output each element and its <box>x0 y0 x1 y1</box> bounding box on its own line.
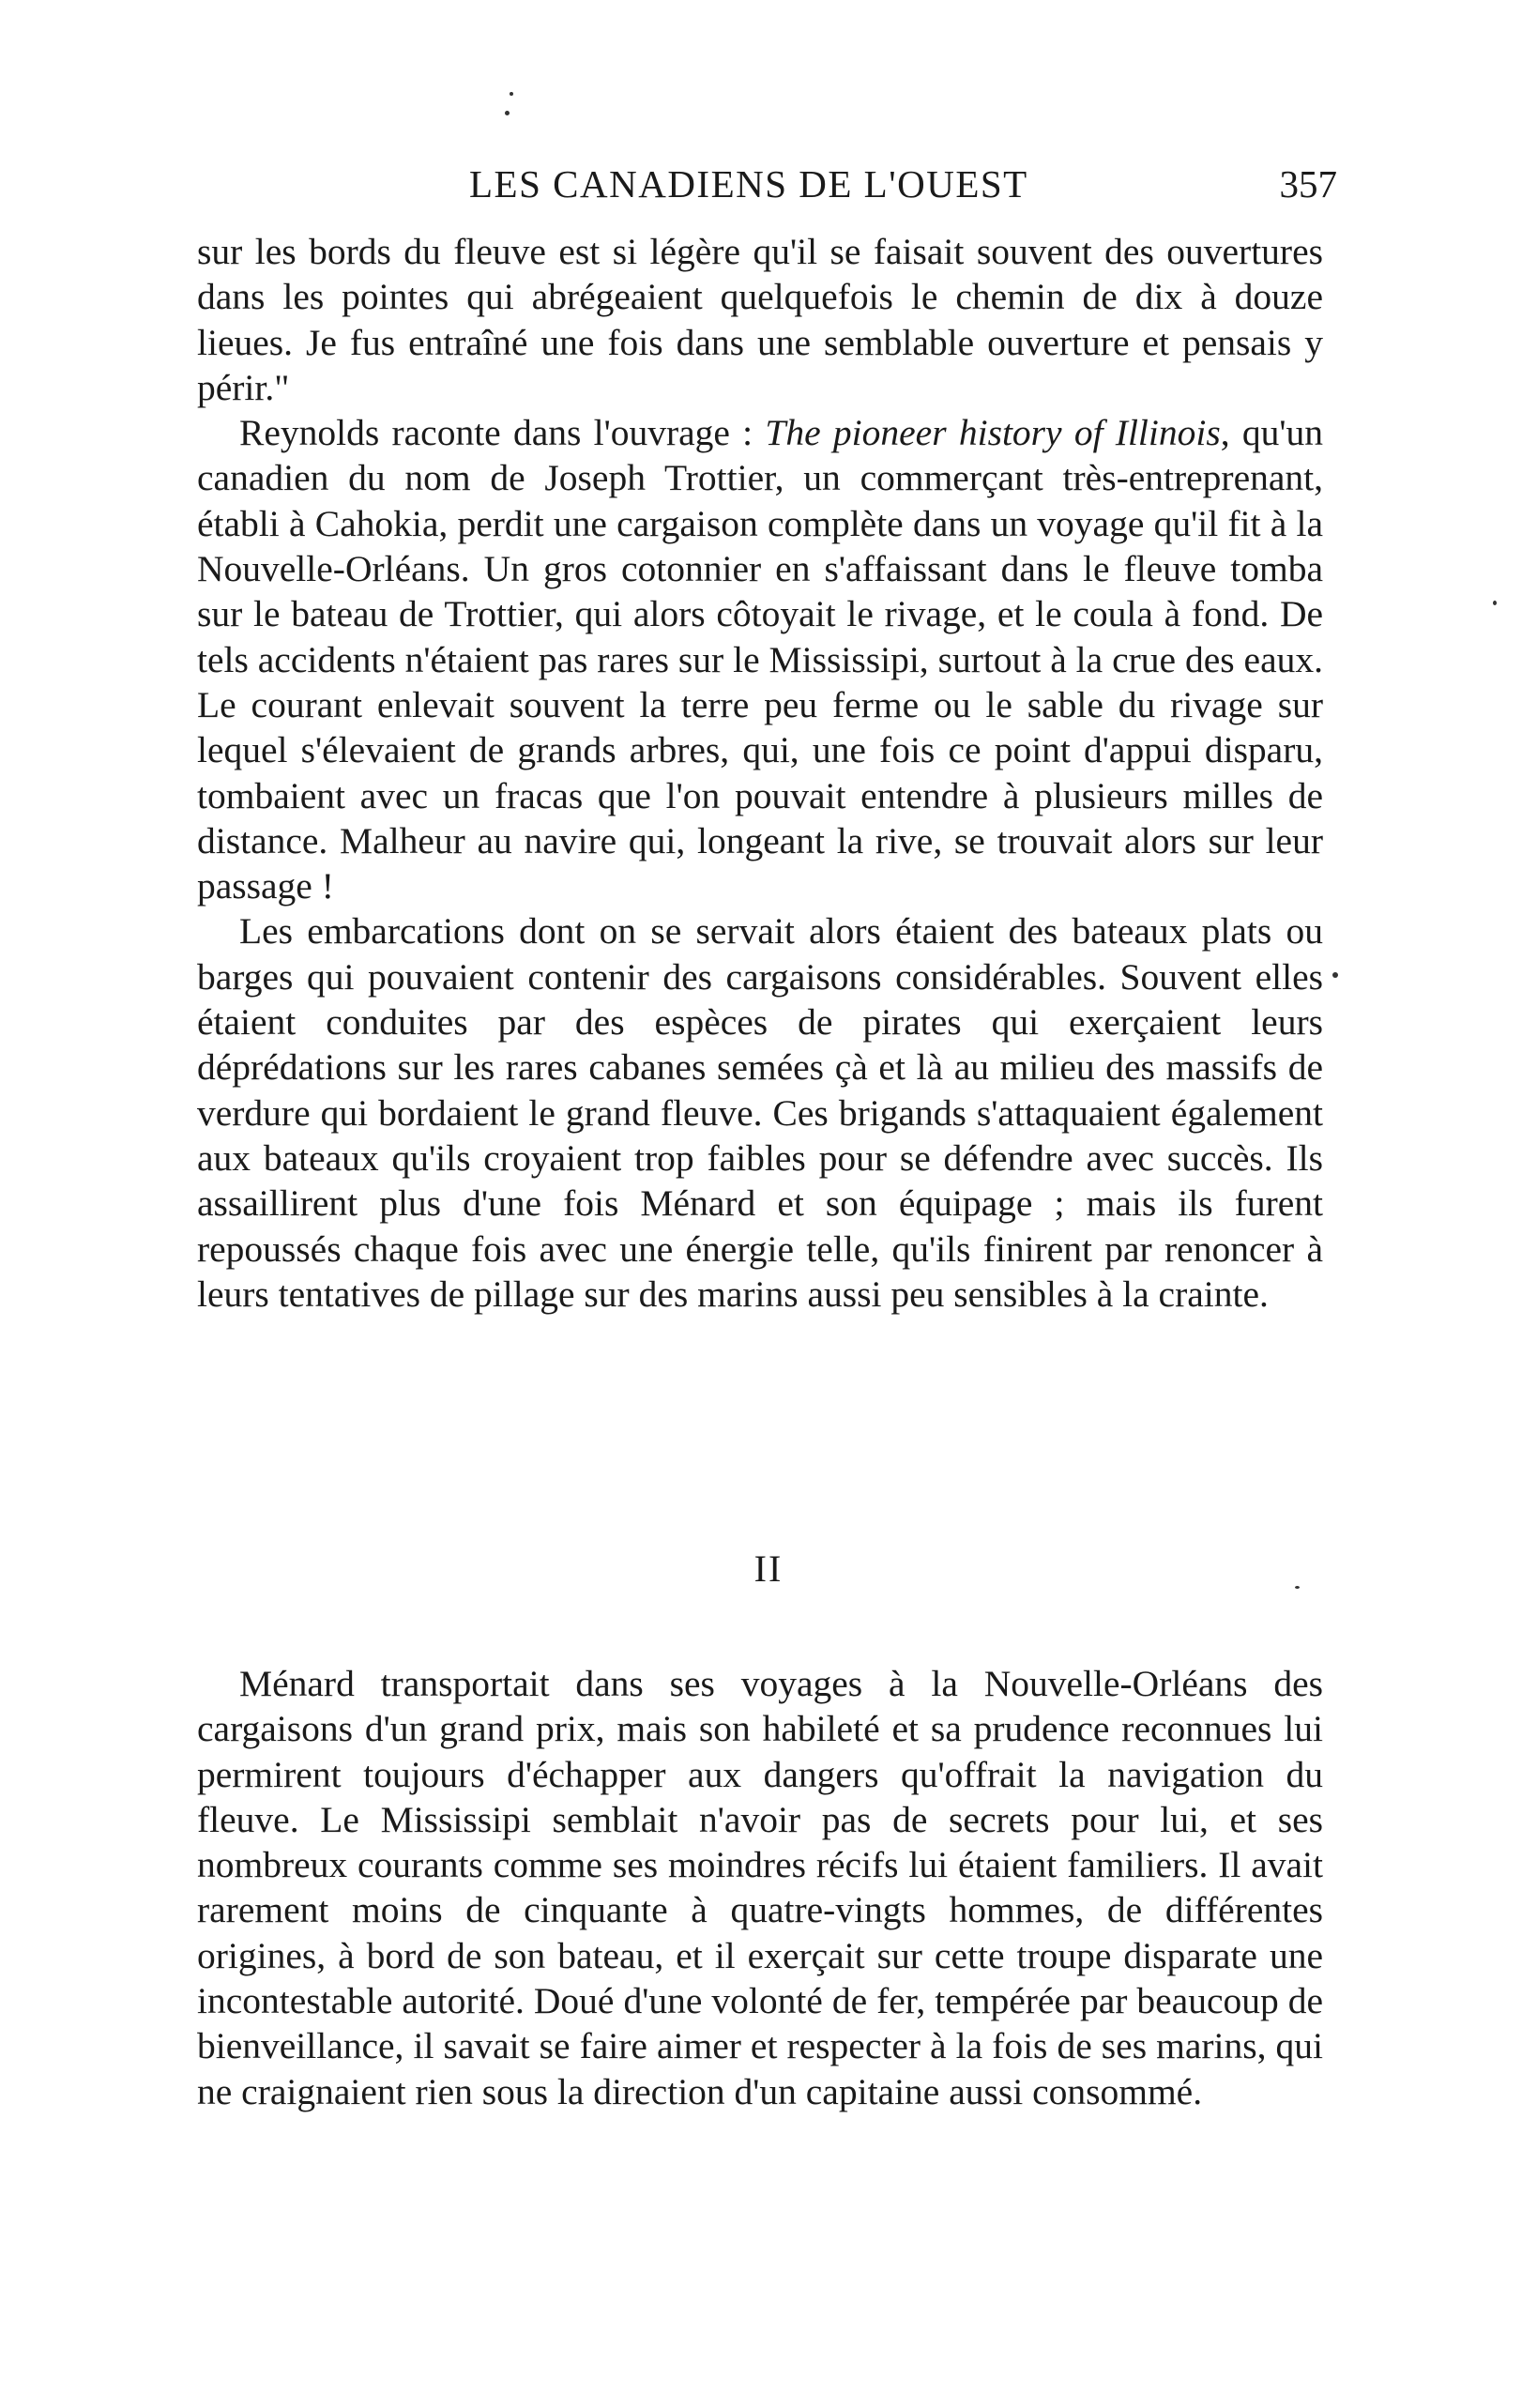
paragraph-text: , qu'un canadien du nom de Joseph Trottier, un commerçant très-entreprenant, établi à Cahokia, perdit une cargaison complète dans un voyage qu'il fit à la Nouvelle-Orléans. Un gros cotonnier en s'affaissant dans le fleuve tomba sur le bateau de Trottier, qui alors côtoyait le rivage, et le coula à fond. De tels accidents n'étaient pas rares sur le Mississipi, surtout à la crue des eaux. Le courant enlevait souvent la terre peu ferme ou le sable du rivage sur lequel s'élevaient de grands arbres, qui, une fois ce point d'appui disparu, tombaient avec un fracas que l'on pouvait entendre à plusieurs milles de distance. Malheur au navire qui, longeant la rive, se trouvait alors sur leur passage ! <box>197 412 1323 907</box>
book-title: The pioneer history of Illinois <box>765 412 1221 454</box>
section-number: II <box>753 1547 784 1590</box>
print-speck <box>505 111 510 115</box>
running-title: LES CANADIENS DE L'OUEST <box>469 162 1028 206</box>
body-text-part-1 <box>197 229 1323 1317</box>
paragraph-embarcations: Les embarcations dont on se servait alors étaient des bateaux plats ou barges qui pouvaient contenir des cargaisons considérables. Souvent elles étaient conduites par des espèces de pirates qui exerçaient leurs déprédations sur les rares cabanes semées çà et là au milieu des massifs de verdure qui bordaient le grand fleuve. Ces brigands s'attaquaient également aux bateaux qu'ils croyaient trop faibles pour se défendre avec succès. Ils assaillirent plus d'une fois Ménard et son équipage ; mais ils furent repoussés chaque fois avec une énergie telle, qu'ils finirent par renoncer à leurs tentatives de pillage sur des marins aussi peu sensibles à la crainte. <box>197 910 1323 1315</box>
print-speck <box>1332 972 1338 978</box>
paragraph-continuation: sur les bords du fleuve est si légère qu'il se faisait souvent des ouvertures dans les pointes qui abrégeaient quelquefois le chemin de dix à douze lieues. Je fus entraîné une fois dans une semblable ouverture et pensais y périr." <box>197 231 1323 408</box>
page-number: 357 <box>1279 162 1337 206</box>
print-speck <box>510 92 513 96</box>
paragraph-text: Reynolds raconte dans l'ouvrage : <box>239 412 766 454</box>
page-header <box>197 161 1337 208</box>
paragraph-menard: Ménard transportait dans ses voyages à la Nouvelle-Orléans des cargaisons d'un grand prix, mais son habileté et sa prudence reconnues lui permirent toujours d'échapper aux dangers qu'offrait la navigation du fleuve. Le Mississipi semblait n'avoir pas de secrets pour lui, et ses nombreux courants comme ses moindres récifs lui étaient familiers. Il avait rarement moins de cinquante à quatre-vingts hommes, de différentes origines, à bord de son bateau, et il exerçait sur cette troupe disparate une incontestable autorité. Doué d'une volonté de fer, tempérée par beaucoup de bienveillance, il savait se faire aimer et respecter à la fois de ses marins, qui ne craignaient rien sous la direction d'un capitaine aussi consommé. <box>197 1663 1323 2112</box>
paragraph-reynolds <box>197 410 1323 908</box>
print-speck <box>1493 601 1497 605</box>
body-text-part-2 <box>197 1661 1323 2114</box>
